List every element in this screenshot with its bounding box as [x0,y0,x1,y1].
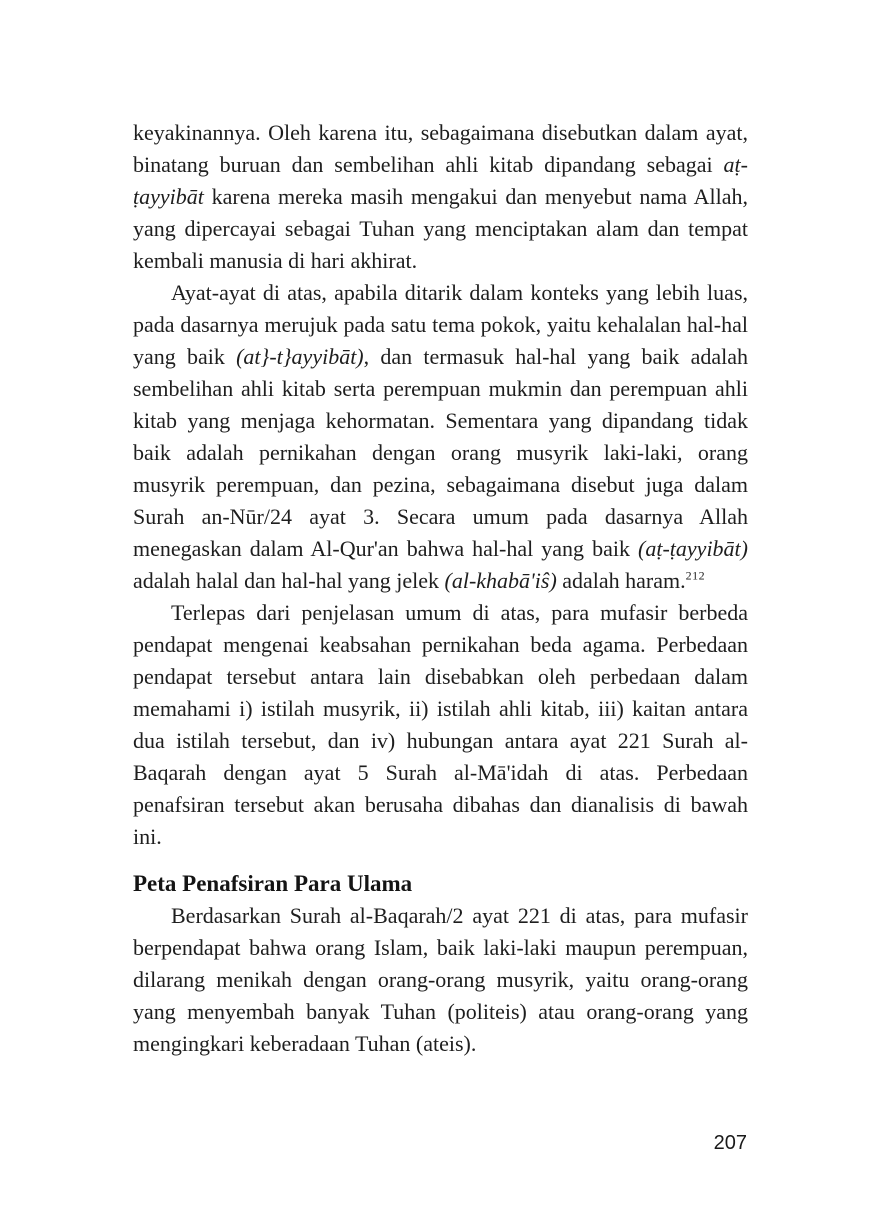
paragraph: Berdasarkan Surah al-Baqarah/2 ayat 221 di atas, para mufasir berpendapat bahwa orang Islam, baik laki-laki maupun perempuan, dilarang menikah dengan orang-orang musyrik, yaitu orang-orang yang menyembah banyak Tuhan (politeis) atau orang-orang yang mengingkari keberadaan Tuhan (ateis). [133,903,748,1056]
transliterated-term: aṭ-ṭayyibāt [133,152,748,209]
page-text [133,117,748,1060]
transliterated-term: (al-khabā'iŝ) [444,568,557,593]
footnote-reference: 212 [685,568,706,583]
paragraph: Ayat-ayat di atas, apabila ditarik dalam konteks yang lebih luas, pada dasarnya merujuk pada satu tema pokok, yaitu kehalalan hal-hal yang baik (at}-t}ayyibāt), dan termasuk hal-hal yang baik adalah sembelihan ahli kitab serta perempuan mukmin dan perempuan ahli kitab yang menjaga kehormatan. Sementara yang dipandang tidak baik adalah pernikahan dengan orang musyrik laki-laki, orang musyrik perempuan, dan pezina, sebagaimana disebut juga dalam Surah an-Nūr/24 ayat 3. Secara umum pada dasarnya Allah menegaskan dalam Al-Qur'an bahwa hal-hal yang baik (aṭ-ṭayyibāt) adalah halal dan hal-hal yang jelek (al-khabā'iŝ) adalah haram.$^{212}$ [133,280,748,593]
paragraph: Terlepas dari penjelasan umum di atas, para mufasir berbeda pendapat mengenai keabsahan pernikahan beda agama. Perbedaan pendapat tersebut antara lain disebabkan oleh perbedaan dalam memahami i) istilah musyrik, ii) istilah ahli kitab, iii) kaitan antara dua istilah tersebut, dan iv) hubungan antara ayat 221 Surah al-Baqarah dengan ayat 5 Surah al-Mā'idah di atas. Perbedaan penafsiran tersebut akan berusaha dibahas dan dianalisis di bawah ini. [133,600,748,849]
section-heading: Peta Penafsiran Para Ulama [133,871,413,896]
transliterated-term: (at}-t}ayyibāt) [236,344,364,369]
page-number: 207 [713,1132,747,1154]
paragraph: keyakinannya. Oleh karena itu, sebagaimana disebutkan dalam ayat, binatang buruan dan sembelihan ahli kitab dipandang sebagai aṭ-ṭayyibāt karena mereka masih mengakui dan menyebut nama Allah, yang dipercayai sebagai Tuhan yang menciptakan alam dan tempat kembali manusia di hari akhirat. [133,120,748,273]
transliterated-term: (aṭ-ṭayyibāt) [638,536,748,561]
